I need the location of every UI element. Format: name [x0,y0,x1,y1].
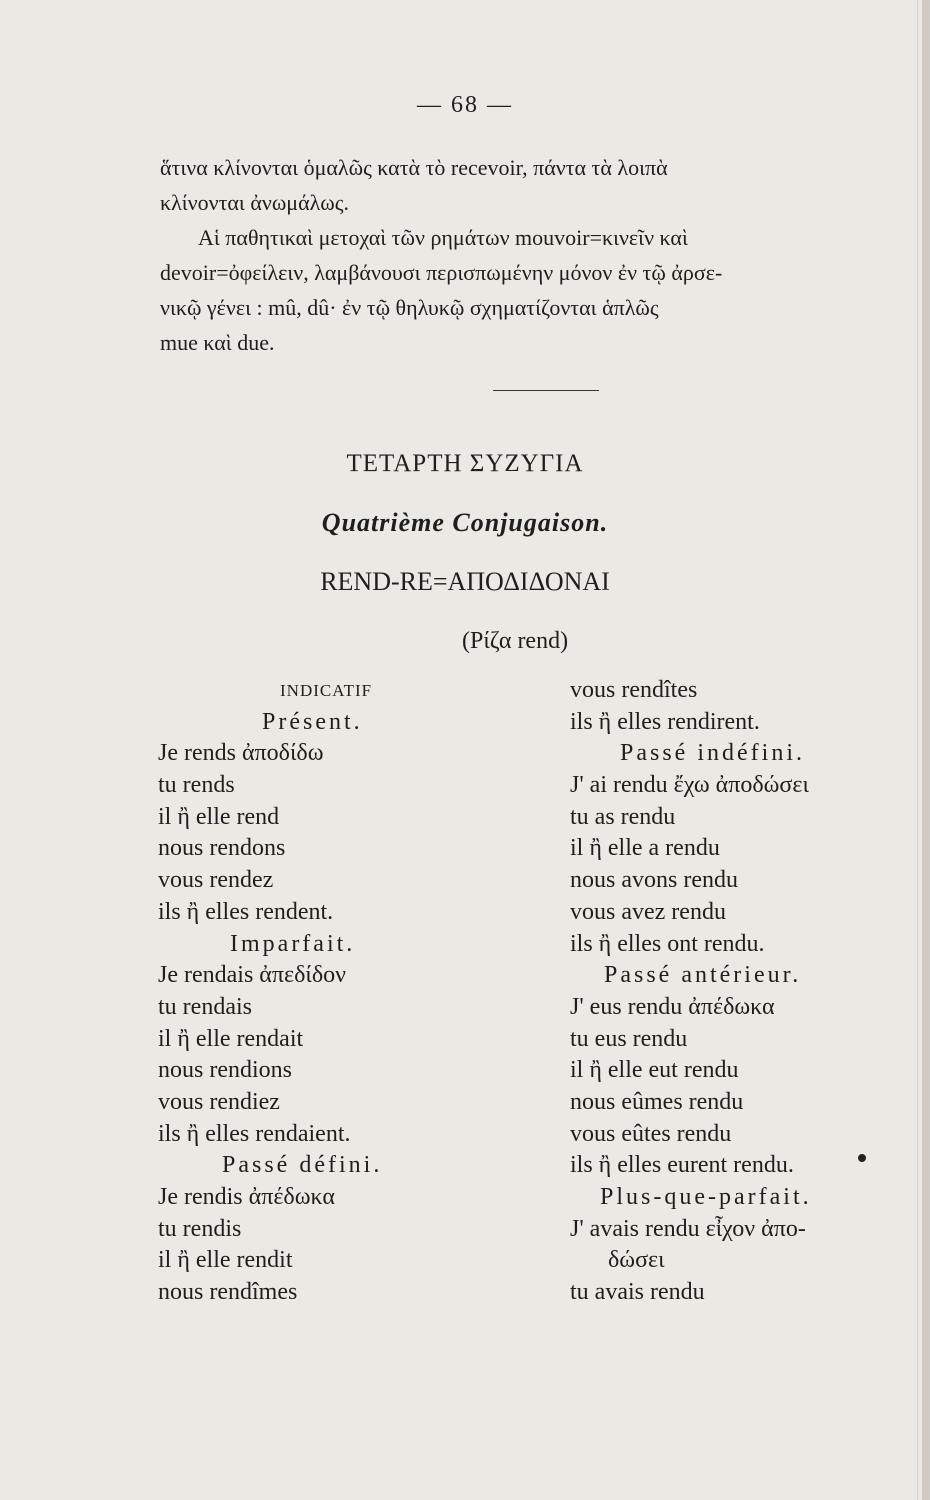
page-edge [922,0,930,1500]
conjugation-line: Je rendis ἀπέδωκα [158,1184,335,1210]
intro-line: νικῷ γένει : mû, dû· ἐν τῷ θηλυκῷ σχηματίζονται ἁπλῶς [160,295,659,320]
intro-line: ἅτινα κλίνονται ὁμαλῶς κατὰ τὸ recevoir, πάντα τὰ λοιπὰ [160,155,668,180]
conjugation-line: tu rendis [158,1215,242,1242]
conjugation-line: vous avez rendu [570,898,726,925]
intro-line: devoir=ὀφείλειν, λαμβάνουσι περισπωμένην μόνον ἐν τῷ ἀρσε- [160,260,723,285]
conjugation-line: vous rendiez [158,1088,280,1115]
conjugation-line: il ἢ elle a rendu [570,835,720,862]
conjugation-line: vous rendîtes [570,677,698,703]
conjugation-line: il ἢ elle rend [158,803,280,830]
left-column [158,675,382,1309]
conjugation-line: nous rendîmes [158,1279,298,1306]
right-column [570,675,812,1309]
intro-line: mue καὶ due. [160,330,275,355]
conjugation-line: ils ἢ elles ont rendu. [570,930,765,957]
conjugation-line: vous rendez [158,867,274,894]
page-number: — 68 — [417,92,513,118]
conjugation-line: Je rendais ἀπεδίδον [158,962,346,989]
tense-label-present: Présent. [262,708,363,735]
conjugation-line: Je rends ἀποδίδω [158,740,324,767]
conjugation-line: tu as rendu [570,803,676,830]
mood-label: INDICATIF [280,681,373,700]
intro-line: Αἱ παθητικαὶ μετοχαὶ τῶν ρημάτων mouvoir=κινεῖν καὶ [198,225,688,250]
tense-label-plus-que-parfait: Plus-que-parfait. [600,1184,812,1210]
tense-label-passe-anterieur: Passé antérieur. [604,962,802,989]
conjugation-line: tu avais rendu [570,1279,705,1306]
tense-label-passe-indefini: Passé indéfini. [620,740,805,767]
tense-label-imparfait: Imparfait. [230,930,356,957]
conjugation-line: J' avais rendu εἶχον ἀπο- [570,1215,806,1242]
conjugation-line: ils ἢ elles rendent. [158,898,334,925]
ink-spot [858,1154,866,1162]
conjugation-line: tu eus rendu [570,1025,688,1052]
intro-paragraph [160,150,920,360]
conjugation-line: ils ἢ elles eurent rendu. [570,1152,794,1179]
conjugation-line: nous rendons [158,835,286,862]
verb-heading: REND-RE=ΑΠΟΔΙΔΟΝΑΙ [320,567,610,596]
conjugation-line: nous avons rendu [570,867,738,894]
verb-root: (Ρίζα rend) [462,628,569,654]
conjugation-line: vous eûtes rendu [570,1120,732,1147]
conjugation-line: J' eus rendu ἀπέδωκα [570,993,775,1020]
conjugation-line: tu rendais [158,993,252,1020]
intro-line: κλίνονται ἀνωμάλως. [160,190,349,215]
conjugation-line: δώσει [608,1247,665,1274]
tense-label-passe-defini: Passé défini. [222,1152,383,1179]
conjugation-line: il ἢ elle eut rendu [570,1057,739,1084]
conjugation-line: ils ἢ elles rendaient. [158,1120,351,1147]
french-title: Quatrième Conjugaison. [321,508,609,537]
greek-title: ΤΕΤΑΡΤΗ ΣΥΖΥΓΙΑ [346,450,584,477]
section-divider [493,390,599,391]
conjugation-line: nous rendions [158,1057,292,1084]
conjugation-line: ils ἢ elles rendirent. [570,708,760,735]
conjugation-line: nous eûmes rendu [570,1088,744,1115]
conjugation-line: il ἢ elle rendait [158,1025,304,1052]
conjugation-line: J' ai rendu ἔχω ἀποδώσει [570,772,809,799]
conjugation-line: il ἢ elle rendit [158,1247,293,1274]
conjugation-line: tu rends [158,772,235,799]
